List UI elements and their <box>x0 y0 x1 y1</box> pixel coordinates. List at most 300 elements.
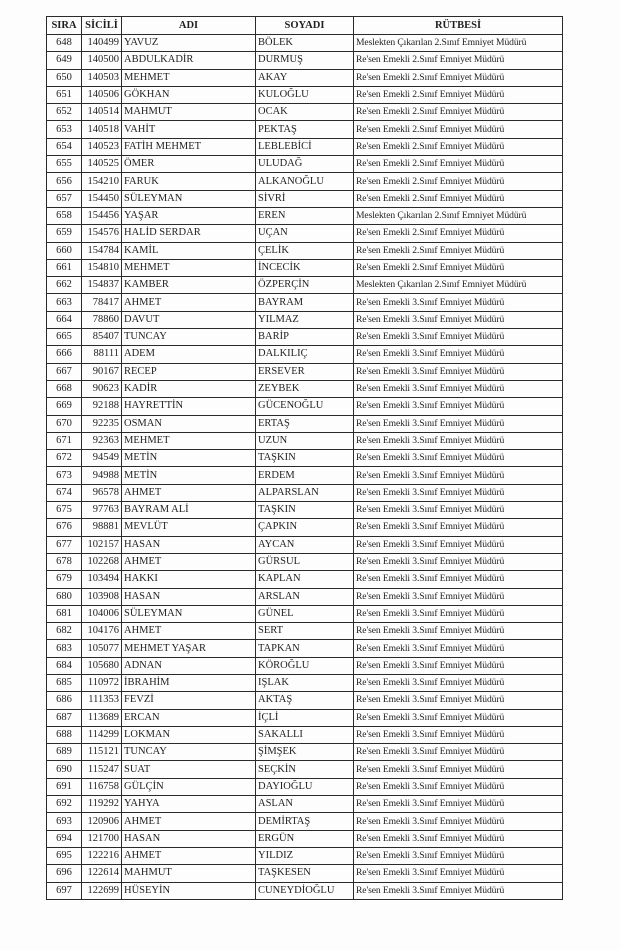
sicil-cell: 115121 <box>82 744 122 761</box>
surname-cell: DURMUŞ <box>256 52 354 69</box>
sira-cell: 695 <box>47 847 82 864</box>
header-adi: ADI <box>122 17 256 35</box>
name-cell: İBRAHİM <box>122 674 256 691</box>
surname-cell: TAŞKIN <box>256 450 354 467</box>
name-cell: ÖMER <box>122 156 256 173</box>
table-row <box>47 432 563 449</box>
table-row <box>47 553 563 570</box>
surname-cell: GÜNEL <box>256 605 354 622</box>
sicil-cell: 113689 <box>82 709 122 726</box>
name-cell: METİN <box>122 467 256 484</box>
table-body <box>47 35 563 900</box>
sira-cell: 671 <box>47 432 82 449</box>
table-row <box>47 484 563 501</box>
surname-cell: YILMAZ <box>256 311 354 328</box>
rank-cell: Re'sen Emekli 3.Sınıf Emniyet Müdürü <box>354 363 563 380</box>
sicil-cell: 110972 <box>82 674 122 691</box>
table-row <box>47 623 563 640</box>
name-cell: RECEP <box>122 363 256 380</box>
surname-cell: AKAY <box>256 69 354 86</box>
sicil-cell: 154837 <box>82 277 122 294</box>
table-row <box>47 380 563 397</box>
sira-cell: 665 <box>47 329 82 346</box>
sicil-cell: 114299 <box>82 726 122 743</box>
sicil-cell: 140514 <box>82 104 122 121</box>
table-row <box>47 398 563 415</box>
sicil-cell: 94988 <box>82 467 122 484</box>
name-cell: YAŞAR <box>122 207 256 224</box>
rank-cell: Re'sen Emekli 3.Sınıf Emniyet Müdürü <box>354 865 563 882</box>
sicil-cell: 121700 <box>82 830 122 847</box>
sira-cell: 659 <box>47 225 82 242</box>
sira-cell: 663 <box>47 294 82 311</box>
table-row <box>47 640 563 657</box>
sicil-cell: 92188 <box>82 398 122 415</box>
rank-cell: Re'sen Emekli 3.Sınıf Emniyet Müdürü <box>354 294 563 311</box>
name-cell: MAHMUT <box>122 104 256 121</box>
sicil-cell: 104006 <box>82 605 122 622</box>
table-row <box>47 726 563 743</box>
surname-cell: ÇAPKIN <box>256 519 354 536</box>
table-row <box>47 882 563 899</box>
sira-cell: 652 <box>47 104 82 121</box>
table-row <box>47 502 563 519</box>
name-cell: DAVUT <box>122 311 256 328</box>
sira-cell: 668 <box>47 380 82 397</box>
sira-cell: 677 <box>47 536 82 553</box>
rank-cell: Meslekten Çıkarılan 2.Sınıf Emniyet Müdürü <box>354 277 563 294</box>
rank-cell: Re'sen Emekli 3.Sınıf Emniyet Müdürü <box>354 761 563 778</box>
surname-cell: BARİP <box>256 329 354 346</box>
table-row <box>47 450 563 467</box>
rank-cell: Re'sen Emekli 3.Sınıf Emniyet Müdürü <box>354 553 563 570</box>
sira-cell: 680 <box>47 588 82 605</box>
table-row <box>47 277 563 294</box>
table-row <box>47 52 563 69</box>
sira-cell: 697 <box>47 882 82 899</box>
sicil-cell: 102268 <box>82 553 122 570</box>
name-cell: KAMİL <box>122 242 256 259</box>
name-cell: ABDULKADİR <box>122 52 256 69</box>
header-sicil: SİCİLİ <box>82 17 122 35</box>
surname-cell: ALKANOĞLU <box>256 173 354 190</box>
sicil-cell: 90167 <box>82 363 122 380</box>
table-row <box>47 744 563 761</box>
table-row <box>47 847 563 864</box>
table-row <box>47 865 563 882</box>
rank-cell: Re'sen Emekli 3.Sınıf Emniyet Müdürü <box>354 847 563 864</box>
sicil-cell: 140523 <box>82 138 122 155</box>
sicil-cell: 120906 <box>82 813 122 830</box>
name-cell: MEHMET <box>122 69 256 86</box>
surname-cell: SERT <box>256 623 354 640</box>
sicil-cell: 140500 <box>82 52 122 69</box>
rank-cell: Re'sen Emekli 2.Sınıf Emniyet Müdürü <box>354 242 563 259</box>
table-row <box>47 415 563 432</box>
sicil-cell: 154450 <box>82 190 122 207</box>
sira-cell: 678 <box>47 553 82 570</box>
rank-cell: Re'sen Emekli 3.Sınıf Emniyet Müdürü <box>354 830 563 847</box>
surname-cell: TAŞKESEN <box>256 865 354 882</box>
sira-cell: 654 <box>47 138 82 155</box>
sira-cell: 673 <box>47 467 82 484</box>
rank-cell: Re'sen Emekli 2.Sınıf Emniyet Müdürü <box>354 156 563 173</box>
name-cell: SÜLEYMAN <box>122 605 256 622</box>
sicil-cell: 85407 <box>82 329 122 346</box>
sicil-cell: 116758 <box>82 778 122 795</box>
name-cell: TUNCAY <box>122 329 256 346</box>
name-cell: LOKMAN <box>122 726 256 743</box>
table-row <box>47 692 563 709</box>
surname-cell: DALKILIÇ <box>256 346 354 363</box>
table-row <box>47 657 563 674</box>
sira-cell: 674 <box>47 484 82 501</box>
sicil-cell: 154810 <box>82 259 122 276</box>
surname-cell: DAYIOĞLU <box>256 778 354 795</box>
rank-cell: Re'sen Emekli 3.Sınıf Emniyet Müdürü <box>354 674 563 691</box>
sicil-cell: 94549 <box>82 450 122 467</box>
rank-cell: Re'sen Emekli 2.Sınıf Emniyet Müdürü <box>354 86 563 103</box>
sira-cell: 672 <box>47 450 82 467</box>
table-row <box>47 536 563 553</box>
table-row <box>47 294 563 311</box>
sira-cell: 675 <box>47 502 82 519</box>
table-row <box>47 225 563 242</box>
rank-cell: Re'sen Emekli 3.Sınıf Emniyet Müdürü <box>354 380 563 397</box>
name-cell: AHMET <box>122 623 256 640</box>
table-row <box>47 259 563 276</box>
name-cell: MEVLÜT <box>122 519 256 536</box>
table-row <box>47 709 563 726</box>
rank-cell: Re'sen Emekli 3.Sınıf Emniyet Müdürü <box>354 346 563 363</box>
table-row <box>47 346 563 363</box>
name-cell: KADİR <box>122 380 256 397</box>
rank-cell: Re'sen Emekli 2.Sınıf Emniyet Müdürü <box>354 138 563 155</box>
sira-cell: 696 <box>47 865 82 882</box>
table-row <box>47 156 563 173</box>
surname-cell: ALPARSLAN <box>256 484 354 501</box>
rank-cell: Re'sen Emekli 3.Sınıf Emniyet Müdürü <box>354 588 563 605</box>
sicil-cell: 140506 <box>82 86 122 103</box>
rank-cell: Re'sen Emekli 3.Sınıf Emniyet Müdürü <box>354 796 563 813</box>
name-cell: AHMET <box>122 294 256 311</box>
sira-cell: 655 <box>47 156 82 173</box>
sira-cell: 679 <box>47 571 82 588</box>
surname-cell: AKTAŞ <box>256 692 354 709</box>
sira-cell: 658 <box>47 207 82 224</box>
sicil-cell: 92363 <box>82 432 122 449</box>
rank-cell: Re'sen Emekli 3.Sınıf Emniyet Müdürü <box>354 519 563 536</box>
sira-cell: 689 <box>47 744 82 761</box>
rank-cell: Re'sen Emekli 2.Sınıf Emniyet Müdürü <box>354 225 563 242</box>
surname-cell: ASLAN <box>256 796 354 813</box>
surname-cell: DEMİRTAŞ <box>256 813 354 830</box>
rank-cell: Re'sen Emekli 2.Sınıf Emniyet Müdürü <box>354 173 563 190</box>
rank-cell: Re'sen Emekli 3.Sınıf Emniyet Müdürü <box>354 467 563 484</box>
sira-cell: 669 <box>47 398 82 415</box>
table-row <box>47 207 563 224</box>
name-cell: ADNAN <box>122 657 256 674</box>
sicil-cell: 111353 <box>82 692 122 709</box>
rank-cell: Re'sen Emekli 3.Sınıf Emniyet Müdürü <box>354 882 563 899</box>
sicil-cell: 96578 <box>82 484 122 501</box>
sira-cell: 691 <box>47 778 82 795</box>
name-cell: METİN <box>122 450 256 467</box>
rank-cell: Re'sen Emekli 3.Sınıf Emniyet Müdürü <box>354 502 563 519</box>
name-cell: MAHMUT <box>122 865 256 882</box>
sira-cell: 694 <box>47 830 82 847</box>
sicil-cell: 154210 <box>82 173 122 190</box>
surname-cell: TAPKAN <box>256 640 354 657</box>
sicil-cell: 119292 <box>82 796 122 813</box>
name-cell: TUNCAY <box>122 744 256 761</box>
rank-cell: Re'sen Emekli 3.Sınıf Emniyet Müdürü <box>354 813 563 830</box>
name-cell: HALİD SERDAR <box>122 225 256 242</box>
surname-cell: ULUDAĞ <box>256 156 354 173</box>
name-cell: FATİH MEHMET <box>122 138 256 155</box>
surname-cell: GÜRSUL <box>256 553 354 570</box>
sira-cell: 648 <box>47 35 82 52</box>
sicil-cell: 97763 <box>82 502 122 519</box>
table-row <box>47 311 563 328</box>
surname-cell: ŞİMŞEK <box>256 744 354 761</box>
table-row <box>47 86 563 103</box>
surname-cell: TAŞKIN <box>256 502 354 519</box>
rank-cell: Re'sen Emekli 3.Sınıf Emniyet Müdürü <box>354 329 563 346</box>
sicil-cell: 154784 <box>82 242 122 259</box>
surname-cell: UÇAN <box>256 225 354 242</box>
table-row <box>47 830 563 847</box>
name-cell: KAMBER <box>122 277 256 294</box>
rank-cell: Re'sen Emekli 2.Sınıf Emniyet Müdürü <box>354 69 563 86</box>
name-cell: HASAN <box>122 536 256 553</box>
rank-cell: Re'sen Emekli 3.Sınıf Emniyet Müdürü <box>354 536 563 553</box>
name-cell: MEHMET <box>122 259 256 276</box>
sicil-cell: 140525 <box>82 156 122 173</box>
rank-cell: Re'sen Emekli 3.Sınıf Emniyet Müdürü <box>354 605 563 622</box>
name-cell: HAKKI <box>122 571 256 588</box>
personnel-table <box>46 16 563 900</box>
surname-cell: SAKALLI <box>256 726 354 743</box>
sicil-cell: 122699 <box>82 882 122 899</box>
sira-cell: 682 <box>47 623 82 640</box>
surname-cell: KAPLAN <box>256 571 354 588</box>
rank-cell: Re'sen Emekli 3.Sınıf Emniyet Müdürü <box>354 571 563 588</box>
rank-cell: Re'sen Emekli 2.Sınıf Emniyet Müdürü <box>354 52 563 69</box>
surname-cell: GÜCENOĞLU <box>256 398 354 415</box>
sicil-cell: 78417 <box>82 294 122 311</box>
table-row <box>47 363 563 380</box>
name-cell: SÜLEYMAN <box>122 190 256 207</box>
sira-cell: 690 <box>47 761 82 778</box>
sira-cell: 685 <box>47 674 82 691</box>
name-cell: BAYRAM ALİ <box>122 502 256 519</box>
surname-cell: BÖLEK <box>256 35 354 52</box>
surname-cell: LEBLEBİCİ <box>256 138 354 155</box>
table-row <box>47 242 563 259</box>
surname-cell: ZEYBEK <box>256 380 354 397</box>
sira-cell: 662 <box>47 277 82 294</box>
sira-cell: 693 <box>47 813 82 830</box>
sicil-cell: 140518 <box>82 121 122 138</box>
sira-cell: 650 <box>47 69 82 86</box>
table-row <box>47 761 563 778</box>
table-row <box>47 190 563 207</box>
sira-cell: 661 <box>47 259 82 276</box>
surname-cell: ERTAŞ <box>256 415 354 432</box>
sira-cell: 670 <box>47 415 82 432</box>
rank-cell: Re'sen Emekli 3.Sınıf Emniyet Müdürü <box>354 640 563 657</box>
table-row <box>47 571 563 588</box>
rank-cell: Re'sen Emekli 3.Sınıf Emniyet Müdürü <box>354 726 563 743</box>
table-row <box>47 104 563 121</box>
rank-cell: Re'sen Emekli 3.Sınıf Emniyet Müdürü <box>354 778 563 795</box>
rank-cell: Re'sen Emekli 3.Sınıf Emniyet Müdürü <box>354 692 563 709</box>
rank-cell: Re'sen Emekli 3.Sınıf Emniyet Müdürü <box>354 450 563 467</box>
sicil-cell: 102157 <box>82 536 122 553</box>
rank-cell: Re'sen Emekli 3.Sınıf Emniyet Müdürü <box>354 657 563 674</box>
name-cell: MEHMET YAŞAR <box>122 640 256 657</box>
table-row <box>47 674 563 691</box>
sira-cell: 688 <box>47 726 82 743</box>
sicil-cell: 104176 <box>82 623 122 640</box>
name-cell: FARUK <box>122 173 256 190</box>
sira-cell: 684 <box>47 657 82 674</box>
sira-cell: 649 <box>47 52 82 69</box>
sicil-cell: 88111 <box>82 346 122 363</box>
name-cell: AHMET <box>122 847 256 864</box>
sicil-cell: 92235 <box>82 415 122 432</box>
rank-cell: Re'sen Emekli 2.Sınıf Emniyet Müdürü <box>354 259 563 276</box>
sicil-cell: 115247 <box>82 761 122 778</box>
header-soyadi: SOYADI <box>256 17 354 35</box>
surname-cell: BAYRAM <box>256 294 354 311</box>
sira-cell: 657 <box>47 190 82 207</box>
table-row <box>47 588 563 605</box>
rank-cell: Re'sen Emekli 2.Sınıf Emniyet Müdürü <box>354 104 563 121</box>
surname-cell: ERDEM <box>256 467 354 484</box>
sicil-cell: 78860 <box>82 311 122 328</box>
surname-cell: YILDIZ <box>256 847 354 864</box>
surname-cell: ARSLAN <box>256 588 354 605</box>
table-row <box>47 467 563 484</box>
surname-cell: UZUN <box>256 432 354 449</box>
sira-cell: 660 <box>47 242 82 259</box>
name-cell: HASAN <box>122 830 256 847</box>
sira-cell: 683 <box>47 640 82 657</box>
sicil-cell: 90623 <box>82 380 122 397</box>
table-row <box>47 138 563 155</box>
name-cell: HÜSEYİN <box>122 882 256 899</box>
surname-cell: ERGÜN <box>256 830 354 847</box>
table-row <box>47 173 563 190</box>
table-row <box>47 813 563 830</box>
sicil-cell: 122216 <box>82 847 122 864</box>
sira-cell: 664 <box>47 311 82 328</box>
name-cell: AHMET <box>122 484 256 501</box>
rank-cell: Re'sen Emekli 3.Sınıf Emniyet Müdürü <box>354 415 563 432</box>
surname-cell: SİVRİ <box>256 190 354 207</box>
sicil-cell: 154456 <box>82 207 122 224</box>
rank-cell: Re'sen Emekli 2.Sınıf Emniyet Müdürü <box>354 121 563 138</box>
name-cell: HAYRETTİN <box>122 398 256 415</box>
sicil-cell: 98881 <box>82 519 122 536</box>
table-header-row <box>47 17 563 35</box>
sicil-cell: 140503 <box>82 69 122 86</box>
name-cell: ADEM <box>122 346 256 363</box>
sira-cell: 653 <box>47 121 82 138</box>
table-row <box>47 69 563 86</box>
surname-cell: AYCAN <box>256 536 354 553</box>
rank-cell: Re'sen Emekli 3.Sınıf Emniyet Müdürü <box>354 484 563 501</box>
sicil-cell: 103494 <box>82 571 122 588</box>
sira-cell: 681 <box>47 605 82 622</box>
table-row <box>47 796 563 813</box>
sicil-cell: 154576 <box>82 225 122 242</box>
rank-cell: Re'sen Emekli 2.Sınıf Emniyet Müdürü <box>354 190 563 207</box>
surname-cell: ÇELİK <box>256 242 354 259</box>
surname-cell: ÖZPERÇİN <box>256 277 354 294</box>
sicil-cell: 140499 <box>82 35 122 52</box>
name-cell: VAHİT <box>122 121 256 138</box>
rank-cell: Re'sen Emekli 3.Sınıf Emniyet Müdürü <box>354 709 563 726</box>
rank-cell: Re'sen Emekli 3.Sınıf Emniyet Müdürü <box>354 623 563 640</box>
surname-cell: İÇLİ <box>256 709 354 726</box>
sira-cell: 651 <box>47 86 82 103</box>
rank-cell: Re'sen Emekli 3.Sınıf Emniyet Müdürü <box>354 744 563 761</box>
sira-cell: 687 <box>47 709 82 726</box>
surname-cell: KULOĞLU <box>256 86 354 103</box>
name-cell: GÜLÇİN <box>122 778 256 795</box>
sira-cell: 692 <box>47 796 82 813</box>
table-row <box>47 605 563 622</box>
name-cell: GÖKHAN <box>122 86 256 103</box>
table-row <box>47 329 563 346</box>
name-cell: MEHMET <box>122 432 256 449</box>
surname-cell: İNCECİK <box>256 259 354 276</box>
sira-cell: 666 <box>47 346 82 363</box>
rank-cell: Re'sen Emekli 3.Sınıf Emniyet Müdürü <box>354 398 563 415</box>
name-cell: AHMET <box>122 813 256 830</box>
table-row <box>47 519 563 536</box>
table-row <box>47 35 563 52</box>
name-cell: OSMAN <box>122 415 256 432</box>
name-cell: AHMET <box>122 553 256 570</box>
name-cell: YAHYA <box>122 796 256 813</box>
surname-cell: ERSEVER <box>256 363 354 380</box>
surname-cell: EREN <box>256 207 354 224</box>
rank-cell: Re'sen Emekli 3.Sınıf Emniyet Müdürü <box>354 432 563 449</box>
surname-cell: CUNEYDİOĞLU <box>256 882 354 899</box>
sicil-cell: 122614 <box>82 865 122 882</box>
name-cell: FEVZİ <box>122 692 256 709</box>
name-cell: ERCAN <box>122 709 256 726</box>
sira-cell: 656 <box>47 173 82 190</box>
rank-cell: Meslekten Çıkarılan 2.Sınıf Emniyet Müdürü <box>354 35 563 52</box>
header-sira: SIRA <box>47 17 82 35</box>
name-cell: SUAT <box>122 761 256 778</box>
rank-cell: Re'sen Emekli 3.Sınıf Emniyet Müdürü <box>354 311 563 328</box>
surname-cell: PEKTAŞ <box>256 121 354 138</box>
surname-cell: KÖROĞLU <box>256 657 354 674</box>
sira-cell: 686 <box>47 692 82 709</box>
header-rutbe: RÜTBESİ <box>354 17 563 35</box>
sira-cell: 667 <box>47 363 82 380</box>
rank-cell: Meslekten Çıkarılan 2.Sınıf Emniyet Müdürü <box>354 207 563 224</box>
table-row <box>47 121 563 138</box>
surname-cell: OCAK <box>256 104 354 121</box>
name-cell: HASAN <box>122 588 256 605</box>
